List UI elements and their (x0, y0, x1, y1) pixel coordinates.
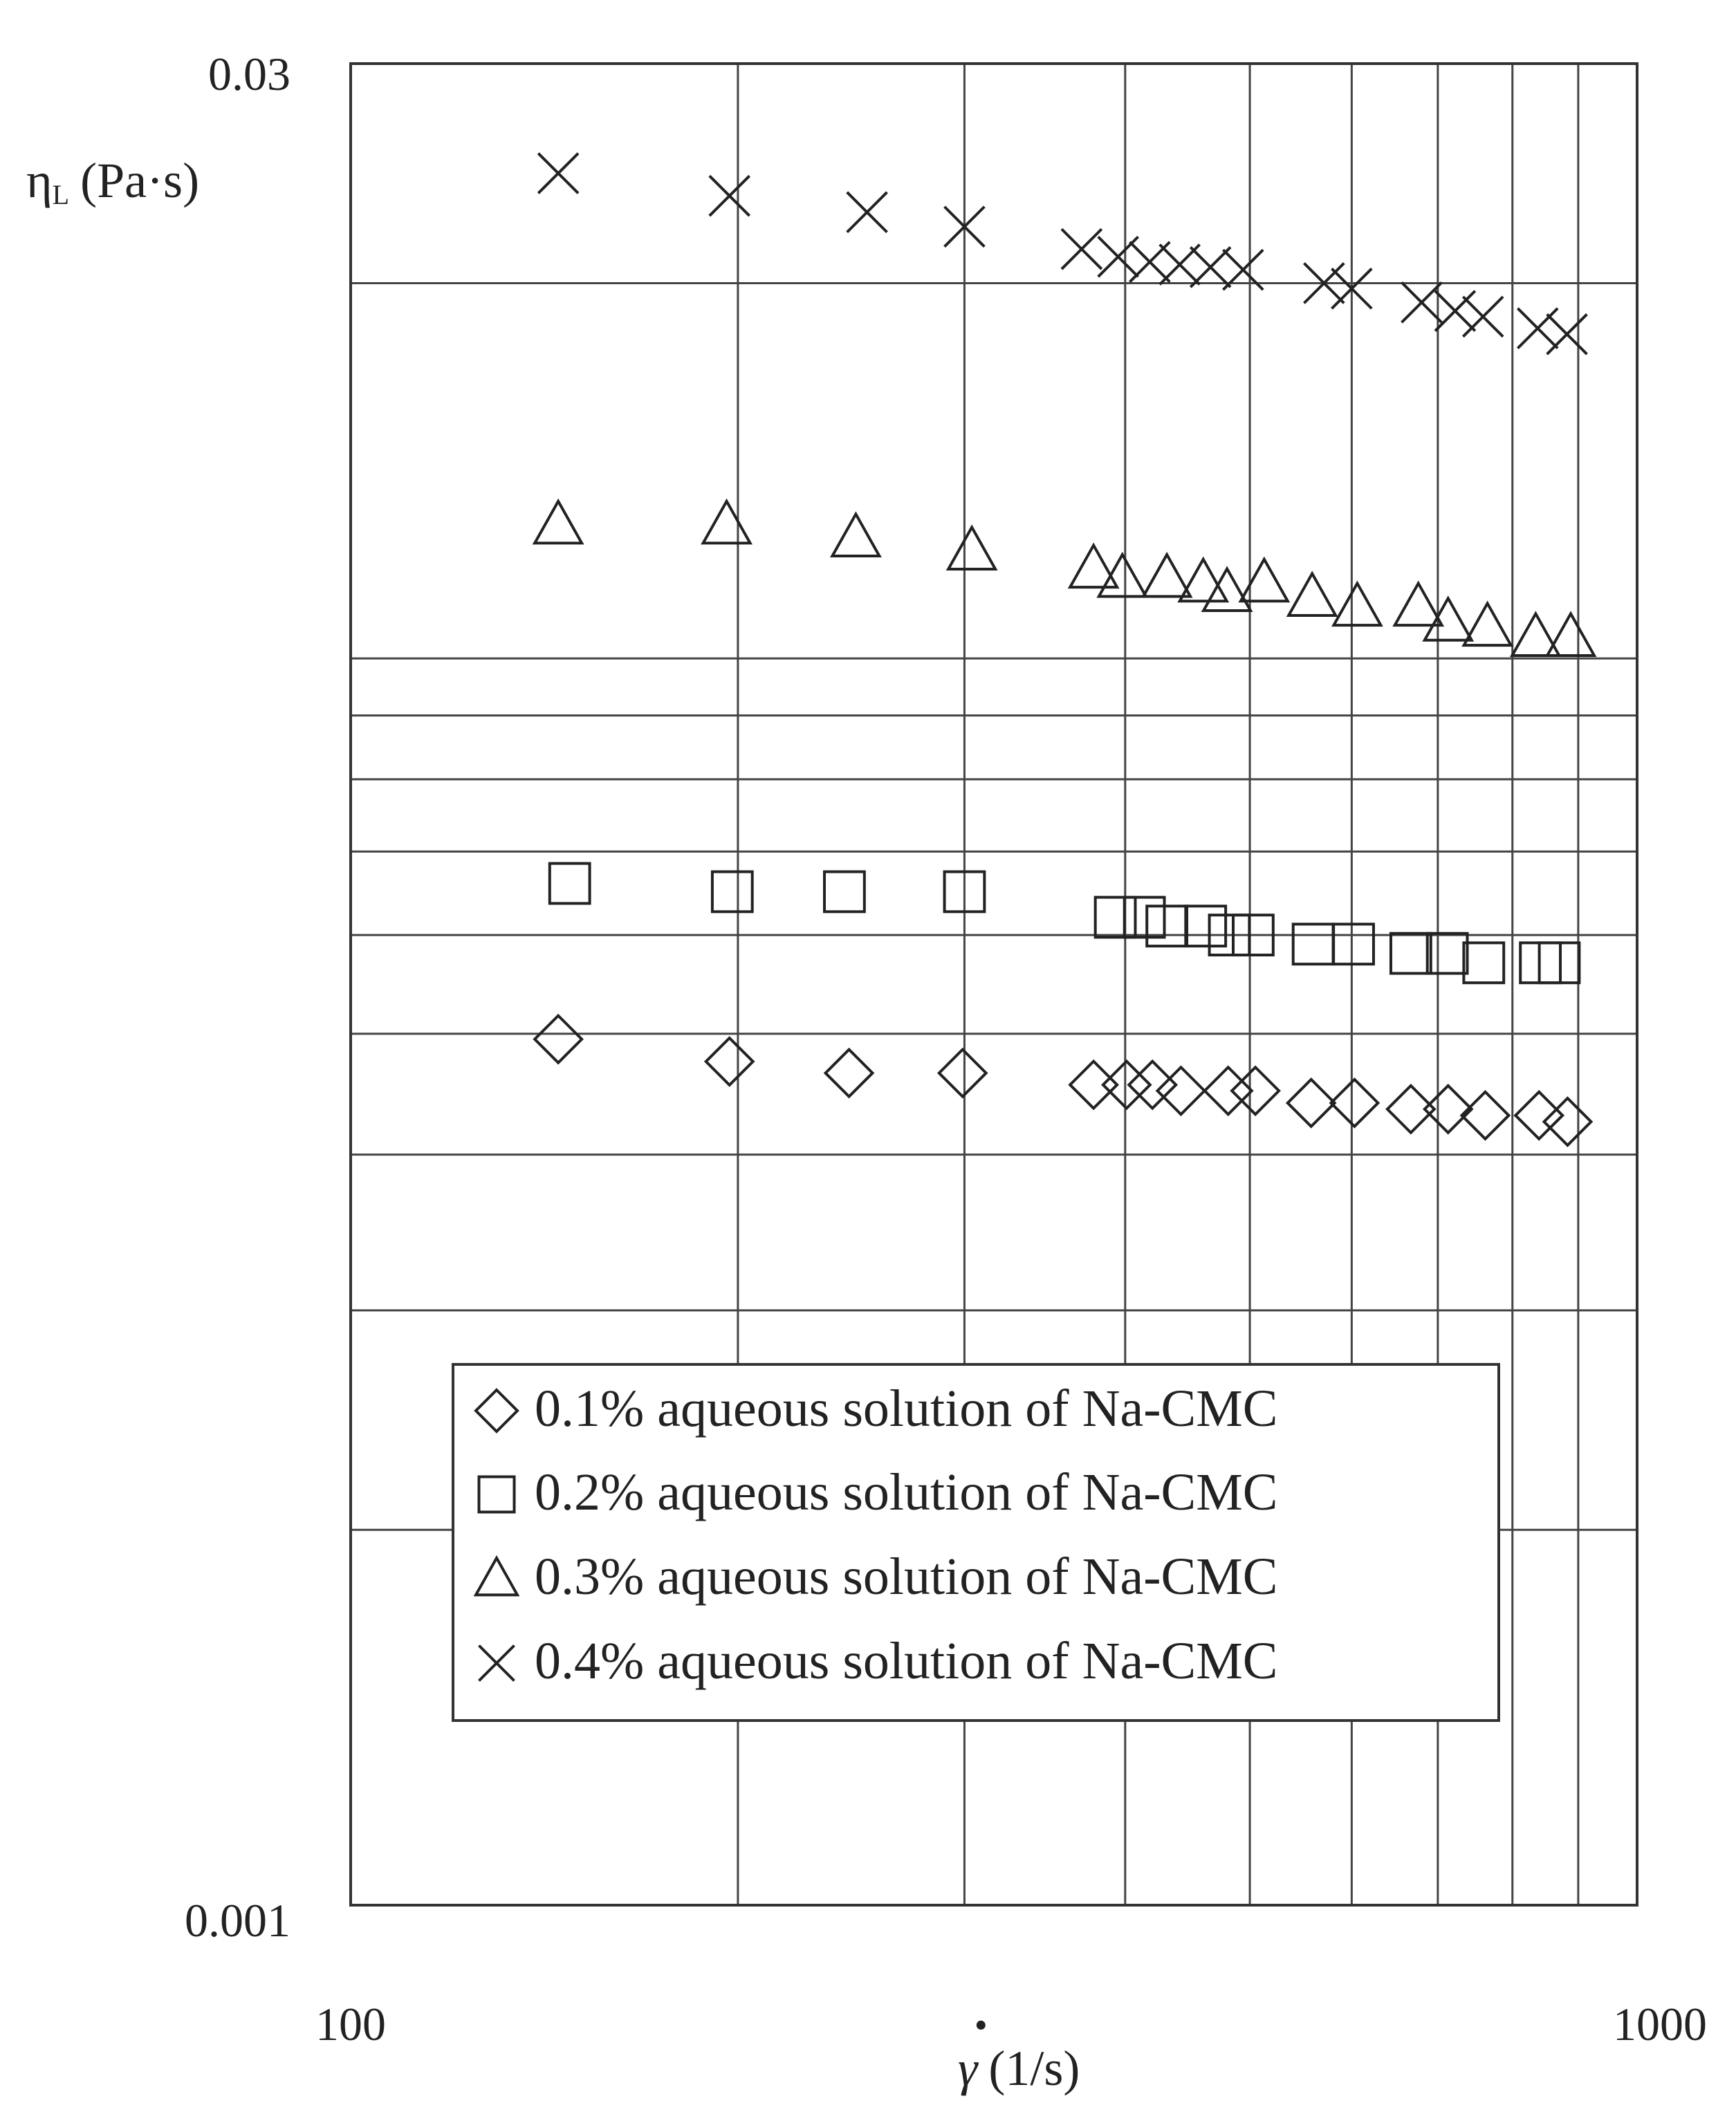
cross-point (1402, 282, 1442, 322)
cross-point (1547, 314, 1587, 354)
cross-point (710, 176, 750, 216)
cross-point (1463, 297, 1503, 337)
square-point (1463, 943, 1504, 983)
diamond-point (1331, 1079, 1378, 1126)
diamond-point (535, 1016, 582, 1063)
x-axis-label-unit: (1/s) (988, 2041, 1080, 2096)
y-tick-top: 0.03 (208, 48, 290, 100)
triangle-point (1395, 584, 1442, 626)
diamond-point (706, 1038, 753, 1085)
diamond-point (939, 1050, 986, 1097)
square-point (1147, 906, 1187, 946)
diamond-point (826, 1050, 873, 1097)
legend-entry-label: 0.1% aqueous solution of Na-CMC (535, 1380, 1278, 1438)
series-2 (550, 864, 1580, 983)
square-point (550, 864, 590, 904)
y-axis-label-subscript: L (52, 179, 70, 210)
y-axis-label (26, 153, 199, 210)
series-3 (535, 501, 1594, 656)
triangle-point (703, 501, 750, 544)
square-point (1293, 924, 1333, 964)
triangle-point (948, 527, 995, 569)
triangle-point (1099, 555, 1146, 597)
x-axis-label (958, 2041, 1080, 2096)
diamond-point (1387, 1086, 1434, 1133)
series-1 (535, 1016, 1591, 1145)
diamond-point (1288, 1079, 1335, 1126)
square-point (1125, 898, 1165, 938)
triangle-point (1070, 546, 1117, 588)
data-markers (535, 154, 1594, 1145)
triangle-point (1241, 559, 1288, 602)
square-point (1391, 934, 1431, 974)
diamond-point (1461, 1092, 1508, 1139)
y-axis-label-symbol: η (26, 153, 53, 208)
square-point (1185, 906, 1226, 946)
x-tick-right: 1000 (1613, 1998, 1707, 2050)
triangle-point (1289, 573, 1336, 615)
square-point (712, 872, 752, 912)
triangle-point (535, 501, 582, 544)
diamond-point (1425, 1086, 1472, 1133)
legend-entry-label: 0.4% aqueous solution of Na-CMC (535, 1632, 1278, 1690)
diamond-point (1070, 1061, 1117, 1109)
x-tick-left: 100 (315, 1998, 386, 2050)
square-point (824, 872, 865, 912)
y-axis-label-unit: (Pa·s) (80, 153, 200, 208)
legend (453, 1364, 1499, 1721)
square-point (1428, 934, 1468, 974)
legend-entry-label: 0.3% aqueous solution of Na-CMC (535, 1548, 1278, 1606)
triangle-point (832, 514, 879, 556)
diamond-point (1232, 1067, 1279, 1114)
series-4 (538, 154, 1587, 355)
cross-point (1190, 247, 1230, 287)
legend-entry-label: 0.2% aqueous solution of Na-CMC (535, 1463, 1278, 1521)
cross-point (1435, 291, 1475, 331)
y-tick-bottom: 0.001 (185, 1894, 290, 1947)
square-point (1096, 898, 1136, 938)
diamond-point (1205, 1067, 1252, 1114)
triangle-point (1333, 584, 1381, 626)
triangle-point (1143, 555, 1190, 597)
diamond-point (1103, 1061, 1150, 1109)
cross-point (538, 154, 578, 194)
cross-point (847, 192, 887, 232)
square-point (1333, 924, 1374, 964)
cross-point (1062, 229, 1102, 269)
x-axis-label-symbol: γ (958, 2041, 978, 2096)
x-axis-label-dot: · (972, 1995, 990, 2056)
cross-point (1517, 308, 1558, 349)
